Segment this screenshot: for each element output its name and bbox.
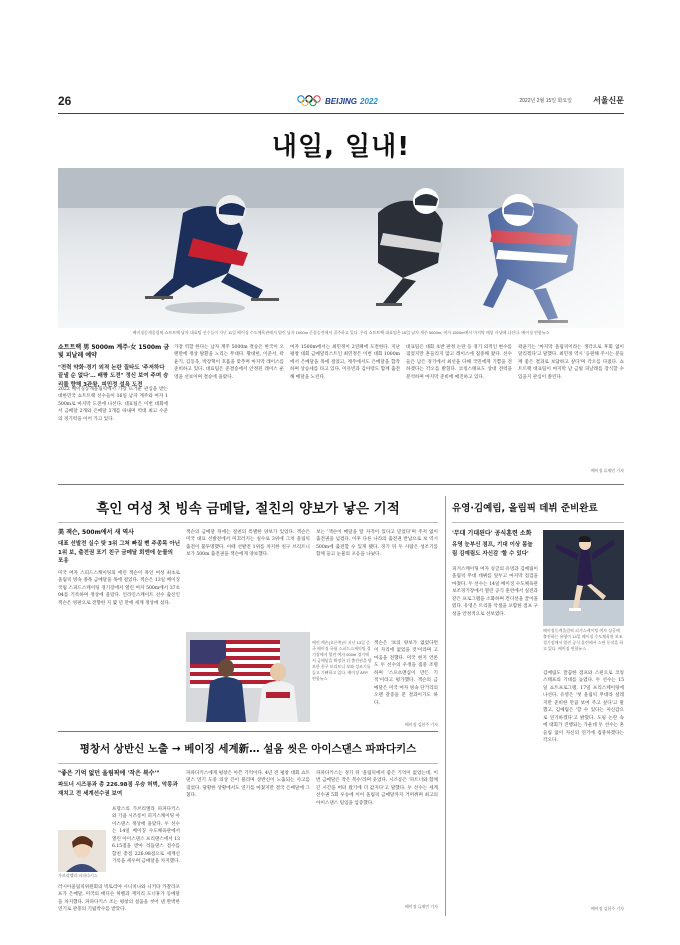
hero-caption-text: 베이징동계올림픽 쇼트트랙 남자 대표팀 선수들이 지난 11일 베이징 수도체육관에서 열린 남자 1000m 준결승전에서 질주하고 있다. 우리 쇼트트랙 대표팀은 16일 남자 계주 5000m, 여자 1500m에서 마지막 메달 사냥에 나선다. bbox=[132, 330, 521, 335]
story1-subhead: "전력 약화·경기 외적 논란 질타도 '주저하다 끝낼 순 없다'… 배짱 도전" 정신 보여 주며 승리를 향해 3관왕, 피민정 설욕 도전 bbox=[58, 364, 169, 388]
story2-rule bbox=[58, 522, 438, 523]
section-rule-2 bbox=[58, 731, 438, 732]
story-short-track bbox=[58, 344, 624, 474]
story4-column-3: 파파다키스는 경기 뒤 '올림픽에서 좋은 기억이 없었는데, 이번 금메달은 작은 복수'라며 웃었다. 시즈롱은 '파트너와 함께 긴 시간을 버텨 왔기에 더 값지다'고 말했다. 두 선수는 세계선수권 5회 우승에 이어 올림픽 금메달까지 거머쥐며 최고의 아이스댄스 팀임을 입증했다. bbox=[316, 771, 438, 806]
story2-kicker: 美 잭슨, 500m에서 새 역사 bbox=[58, 529, 134, 536]
story2-photo-caption-block bbox=[312, 640, 372, 682]
story1-column-1: 2022 베이징동계올림픽에서 가장 뜨거운 관심을 받는 대한민국 쇼트트랙 선수들이 16일 남자 계주와 여자 1500m로 마지막 도전에 나선다. 대표팀은 이번 대회에서 금메달 2개와 은메달 3개를 따내며 역대 최고 수준의 경기력을 이어 가고 있다. bbox=[58, 387, 168, 422]
story1-column-2: 가장 역할 한다는 남자 계주 5000m 결승은 한국이 오랜만에 정상 탈환을 노리는 무대다. 황대헌, 이준서, 곽윤기, 김동욱, 박장혁이 호흡을 맞추며 마지막 레이스를 준비하고 있다. 대표팀은 준결승에서 안정된 레이스 운영을 선보이며 결승에 올랐다. bbox=[174, 345, 284, 380]
hero-caption bbox=[58, 330, 624, 336]
story2-lead-column bbox=[58, 529, 180, 729]
story3-subhead: 유영 눈부신 점프, 기대 이상 몸놀림 김예림도 자신감 '할 수 있다' bbox=[452, 542, 533, 557]
story4-photo-caption: 가브리엘라 파파다키스 bbox=[58, 873, 98, 878]
story2-headline: 흑인 여성 첫 빙속 금메달, 절친의 양보가 낳은 기적 bbox=[96, 501, 400, 517]
hero-photo bbox=[58, 168, 624, 328]
story2-column-1: 미국 여자 스피드스케이팅의 에린 잭슨이 흑인 여성 최초로 올림픽 빙속 종목 금메달을 목에 걸었다. 잭슨은 13일 베이징 국립 스피드스케이팅 경기장에서 열린 여자 500m에서 37초04를 기록하며 정상에 올랐다. 인라인스케이트 선수 출신인 잭슨은 빙판으로 전향한 지 몇 년 만에 세계 정상에 섰다. bbox=[58, 570, 180, 606]
story1-kicker: 쇼트트랙 男 5000m 계주·女 1500m 금빛 피날레 예약 bbox=[58, 344, 170, 360]
hero-photo-credit: 베이징 연합뉴스 bbox=[521, 330, 550, 335]
story4-byline: 베이징 류재민 기자 bbox=[404, 904, 438, 909]
story4-subhead: 파트너 시즈롱과 총 226.98점 우승 허벅, 악몽과 재치고 전 세계선수권 보여 bbox=[58, 782, 178, 797]
logo-year: 2022 bbox=[360, 96, 378, 106]
page-header bbox=[58, 92, 624, 114]
story2-column-2: 잭슨의 금메달 뒤에는 절친의 특별한 양보가 있었다. 잭슨은 미국 대표 선발전에서 미끄러지는 실수로 3위에 그쳐 올림픽 출전이 불투명했다. 이때 선발전 1위를 차지한 친구 브리트니 보가 500m 출전권을 잭슨에게 양보했다. bbox=[186, 530, 310, 558]
story3-column-1: 피겨스케이팅 여자 싱글의 유영과 김예림이 올림픽 무대 데뷔를 앞두고 마지막 점검을 마쳤다. 두 선수는 14일 베이징 수도체육관 보조경기장에서 열린 공식 훈련에서 실전과 같은 프로그램을 소화하며 컨디션을 끌어올렸다. 유영은 트리플 악셀을 포함한 점프 구성을 안정적으로 선보였다. bbox=[452, 567, 538, 617]
story2-byline: 베이징 김헌주 기자 bbox=[404, 722, 438, 727]
story2-photo-caption: 에린 잭슨(오른쪽)이 지난 13일 중국 베이징 국립 스피드스케이팅 경기장에서 열린 여자 500m 경기에서 금메달을 확정한 뒤 출전권을 양보한 친구 브리트니 보와 성조기를 들고 기뻐하고 있다. bbox=[312, 640, 372, 675]
story1-byline: 베이징 류재민 기자 bbox=[590, 468, 624, 473]
story4-lead bbox=[58, 770, 180, 798]
story3-kicker: '무대 기대된다' 공식훈련 소화 bbox=[452, 530, 532, 537]
story2-subhead: 대표 선발전 실수 탓 3위 그쳐 빠질 뻔 주종목 아닌 1위 보, 출전권 포기 친구 금메달 회엔에 눈물의 포옹 bbox=[58, 541, 181, 565]
page-number: 26 bbox=[58, 94, 72, 108]
paper-name: 서울신문 bbox=[593, 96, 624, 105]
story3-byline: 베이징 김헌주 기자 bbox=[590, 906, 624, 911]
figure-skater-photo bbox=[543, 530, 624, 626]
story1-headline-block bbox=[58, 344, 170, 389]
story4-photo bbox=[58, 830, 106, 872]
story3-column-2: 김예림도 깔끔한 점프와 스핀으로 코칭스태프의 기대를 높였다. 두 선수는 15일 쇼트프로그램, 17일 프리스케이팅에 나선다. 유영은 '첫 올림픽 무대라 설레지만 준비한 만큼 보여 주고 싶다'고 말했고, 김예림은 '할 수 있다는 자신감으로 연기하겠다'고 밝혔다. 도핑 논란 속에 대회가 진행되는 가운데 두 선수는 흔들림 없이 자신의 연기에 집중하겠다는 각오다. bbox=[543, 671, 624, 743]
column-divider bbox=[445, 496, 446, 916]
story3-photo-caption-block bbox=[543, 628, 624, 652]
logo-word: BEIJING bbox=[325, 96, 358, 106]
story1-column-3: 여자 1500m에서는 최민정이 2연패에 도전한다. 지난 평창 대회 금메달리스트인 최민정은 이번 대회 1000m에서 은메달을 목에 걸었고, 계주에서도 은메달을 합작하며 상승세를 타고 있다. 이유빈과 김아랑도 함께 출전해 메달을 노린다. bbox=[290, 345, 400, 380]
olympic-rings-icon bbox=[296, 95, 322, 107]
story1-column-4: 대표팀은 대회 초반 판정 논란 등 경기 외적인 변수를 겪었지만 흔들리지 않고 레이스에 집중해 왔다. 선수들은 남은 경기에서 최선을 다해 국민에게 기쁨을 전하겠다는 각오를 밝혔다. 코칭스태프도 상대 전력을 분석하며 마지막 준비에 매진하고 있다. bbox=[406, 345, 512, 380]
story3-lead bbox=[452, 530, 538, 558]
story4-rule bbox=[58, 763, 438, 764]
story2-column-4: 잭슨은 '보의 양보가 없었다면 이 자리에 없었을 것'이라며 고마움을 전했다. 미국 현지 언론도 두 선수의 우정을 집중 조명하며 '스포츠맨십이 만든 기적'이라고 평가했다. 잭슨의 금메달은 미국 여자 빙속 단거리의 오랜 갈증을 푼 결과이기도 하다. bbox=[374, 641, 438, 706]
story1-column-5-wrap bbox=[518, 344, 624, 474]
short-track-skaters-photo bbox=[58, 168, 624, 328]
portrait-photo bbox=[58, 830, 106, 872]
story4-headline: 평창서 상반신 노출 → 베이징 세계新… 설움 씻은 아이스댄스 파파다키스 bbox=[79, 743, 417, 755]
story3-photo-caption: 베이징동계올림픽 피겨스케이팅 여자 싱글에 출전하는 유영이 14일 베이징 수도체육관 보조경기장에서 열린 공식 훈련에서 스핀 동작을 하고 있다. bbox=[543, 628, 624, 651]
story4-column-1: 프랑스의 가브리엘라 파파다키스와 기욤 시즈롱이 피겨스케이팅 아이스댄스 정상에 올랐다. 두 선수는 14일 베이징 수도체육관에서 열린 아이스댄스 프리댄스에서 136.15점을 받아 리듬댄스 점수를 합친 총점 226.98점으로 세계신기록을 세우며 금메달을 차지했다. bbox=[112, 807, 180, 865]
story3-photo-credit: 베이징 연합뉴스 bbox=[557, 646, 587, 651]
story4-kicker: "좋은 기억 없던 올림픽에 '작은 복수'" bbox=[58, 770, 160, 777]
story4-column-4: 러시아올림픽위원회의 빅토리야 시니치나와 니키타 카찰라포프가 은메달, 미국의 매디슨 허벨과 재커리 도너휴가 동메달을 차지했다. 파파다키스 조는 평창의 설움을 씻어 낸 완벽한 연기로 관중의 기립박수를 받았다. bbox=[58, 885, 180, 912]
story2-column-3: 보는 '잭슨이 메달을 딸 자격이 있다고 믿었다'며 주저 없이 출전권을 넘겼다. 이후 다른 나라의 출전권 반납으로 보 역시 500m에 출전할 수 있게 됐다. 경기 뒤 두 사람은 성조기를 함께 들고 눈물의 포옹을 나눴다. bbox=[316, 530, 438, 558]
dateline: 2022년 2월 15일 화요일 bbox=[519, 98, 572, 104]
beijing-2022-logo bbox=[296, 95, 378, 107]
story2-photo bbox=[186, 632, 310, 722]
story1-column-5: 곽윤기는 '마지막 올림픽이라는 생각으로 후회 없이 달리겠다'고 말했다. 최민정 역시 '응원해 주시는 분들께 좋은 결과로 보답하고 싶다'며 각오를 다졌다. 쇼트트랙 대표팀이 마지막 날 금빛 피날레를 장식할 수 있을지 관심이 쏠린다. bbox=[518, 345, 624, 380]
section-rule-1 bbox=[58, 484, 624, 485]
story3-photo bbox=[543, 530, 624, 626]
story3-headline: 유영·김예림, 올림픽 데뷔 준비완료 bbox=[452, 503, 598, 514]
main-headline: 내일, 일내! bbox=[271, 132, 411, 162]
story4-column-2: 파파다키스에게 평창은 아픈 기억이다. 4년 전 평창 대회 쇼트댄스 연기 도중 의상 끈이 풀리며 상반신이 노출되는 사고를 겪었다. 당황한 상황에서도 연기를 마쳤지만 결국 은메달에 그쳤다. bbox=[186, 771, 310, 799]
story3-rule bbox=[452, 522, 624, 523]
flag-celebration-photo bbox=[186, 632, 310, 722]
story2-photo-credit: 베이징 AFP 연합뉴스 bbox=[312, 670, 368, 681]
